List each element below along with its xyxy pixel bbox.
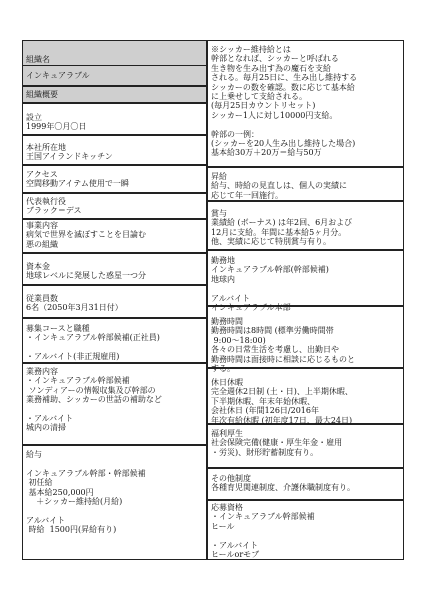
duties-cell: 業務内容 ・インキュアラブル幹部候補 ソンディアーの情報収集及び幹部の 業務補助、シッカーの世話の補助など ・アルバイト 城内の清掃 [22,363,207,445]
org-name-cell [22,40,207,86]
holidays-cell: 休日休暇 完全週休2日制 (土・日)、上半期休暇、 下半期休暇、年末年始休暇、 会社休日 (年間126日/2016年 年次有給休暇 (初年度17日、最大24日) [207,368,404,424]
recruitment-sheet [22,40,404,560]
access-cell: アクセス 空間移動アイテム使用で一瞬 [22,165,207,193]
recruit-cell: 募集コースと職種 ・インキュアラブル幹部候補(正社員) ・アルバイト(非正規雇用) [22,318,207,363]
headquarters-cell: 本社所在地 王国アイランドキッチン [22,135,207,165]
hours-cell: 勤務時間 勤務時間は8時間 (標準労働時間帯 9:00～18:00) 各々の日常生活を考慮し、出勤日や 勤務時間は面接時に相談に応じるものと する。 [207,306,404,368]
raise-cell: 昇給 給与、時給の見直しは、個人の実績に 応じて年一回施行。 [207,167,404,201]
org-name-value: インキュアラブル [26,71,90,80]
salary-cell: 給与 インキュアラブル幹部・幹部候補 初任給 基本給250,000円 ＋シッカー維持給(月給) アルバイト 時給 1500円(昇給有り) [22,445,207,560]
location-cell: 勤務地 インキュアラブル幹部(幹部候補) 地球内 アルバイト インキュアラブル本部 [207,250,404,306]
overview-label-cell: 組織概要 [22,86,207,103]
capital-cell: 資本金 地球レベルに発展した惑星一つ分 [22,253,207,285]
employees-cell: 従業員数 6名（2050年3月31日付） [22,285,207,318]
bonus-cell: 賞与 業績給 (ボーナス) は年2回、6月および 12月に支給。年間に基本給5ヶ月分。 他、実績に応じて特別賞与有り。 [207,201,404,250]
sikker-note-cell: ※シッカー維持給とは 幹部となれば、シッカーと呼ばれる 生き物を生み出す為の魔石を支給 される。毎月25日に、生み出し維持する シッカーの数を確認。数に応じて基本給 に上乗せして支給される。 (毎月25日カウントリセット) シッカー1人に対し10000円支給。 幹部の一例： (シッカーを20人生み出し維持した場合) 基本給30万＋20万＝給与50万 [207,40,404,167]
org-name-label: 組織名 [26,55,50,64]
qualification-cell: 応募資格 ・インキュアラブル幹部候補 ヒール ・アルバイト ヒールorモブ [207,500,404,560]
founded-cell: 設立 1999年〇月〇日 [22,103,207,135]
representative-cell: 代表執行役 ブラック＝デス [22,193,207,219]
welfare-cell: 福利厚生 社会保険完備(健康・厚生年金・雇用 ・労災)、財形貯蓄制度有り。 [207,424,404,468]
business-cell: 事業内容 病気で世界を滅ぼすことを目論む 悪の組織 [22,219,207,253]
other-cell: その他制度 各種育児関連制度、介護休職制度有り。 [207,468,404,500]
